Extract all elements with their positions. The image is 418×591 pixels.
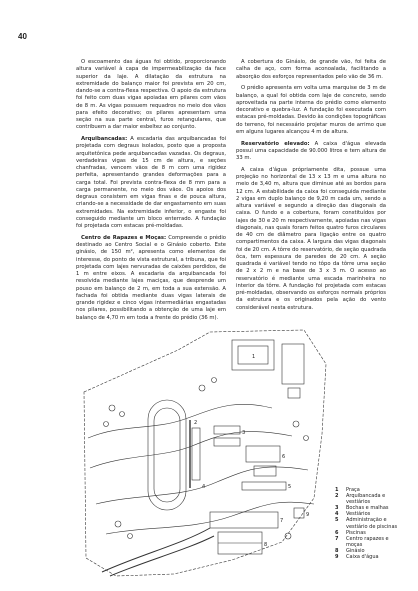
grandstand-block (192, 428, 200, 480)
running-track-inner (154, 408, 180, 502)
body-grandstands: A escadaria das arquibancadas foi projetada com degraus isolados, posto que a proposta arquitetônica pede arquibancadas vazadas. Os degraus, verdadeiras vigas de 15 cm de altura, e seções chanfradas, vencem vãos de 8 m com uma rigidez perfeita, apresentando grandes deformações para a carga total. Foi prevista contra-flexa de 8 mm para a carga permanente, no meio dos vãos. Os apoios dos degraus consistem em vigas finas e de pouca altura, criando-se a necessidade de dar engastamento em suas extremidades. Na extremidade inferior, o engaste foi conseguido mediante um bloco enterrado. A fundação foi projetada com estacas pré-moldadas. (76, 136, 226, 229)
site-boundary (84, 330, 326, 576)
legend-item: 2 Arquibancada e vestiários (335, 493, 386, 506)
left-text-column (76, 59, 226, 326)
tree (304, 436, 309, 441)
tree (199, 385, 205, 391)
plan-label-6: 6 (282, 454, 286, 460)
legend-item: 6 Piscinas (335, 529, 366, 536)
site-plan-drawing (82, 328, 330, 580)
tree (109, 405, 115, 411)
paragraph-grandstands (76, 136, 226, 230)
tree (128, 534, 133, 539)
plan-label-3: 3 (242, 430, 246, 436)
legend-item: 5 Administração e vestiário de piscinas (335, 517, 398, 530)
tree (104, 422, 109, 427)
paragraph-reservoir (236, 141, 386, 163)
plan-label-5: 5 (288, 484, 292, 490)
access-road (110, 536, 214, 576)
paragraph-water-tank: A caixa d'água própriamente dita, possue uma projeção no horizontal de 13 x 13 m e uma altura no meio de 3,40 m, altura que diminue até as bordos para 12 cm. A estabilidade da caixa foi conseguida mediante 2 vigas em duplo balanço de 9,20 m cada um, sendo a altura variável e segundo a direção das diagonais da caixa. O fundo e a cobertura, foram constituídos por lajes de 30 e 20 m respectivamente, apoiadas nas vigas diagonais, nas quais foram feitos quatro furos circulares de 40 cm de diâmetro para ligação entre os quatro compartimentos da caixa. A largura das vigas diagonais foi de 20 cm. A tôrre do reservatório, de seção quadrada ôca, tem espessura de paredes de 20 cm. A seção quadrada é variável tendo no tôpo da tôrre uma seção de 2 x 2 m e na base de 3 x 3 m. O acesso ao reservatório é mediante uma escada marinheira no interior da tôrre. A fundação foi projetada com estacas pré-moldadas, observando os esforços normais próprios da estrutura e os originados pela ação do vento considerável nesta estrutura. (236, 166, 386, 311)
upper-building-small (288, 388, 300, 398)
legend-item: 3 Bochas e malhas (335, 505, 389, 512)
page-number: 40 (18, 32, 27, 41)
site-plan-legend (335, 487, 405, 560)
youth-center-building (210, 512, 278, 528)
paragraph-gym-roof: A cobertura do Ginásio, de grande vão, foi feita de calha de aço, com forma aconoalada, facilitando a absorção dos esforços representados pelo vão de 36 m. (236, 59, 386, 80)
legend-item: 8 Ginásio (335, 547, 365, 554)
contour-line (90, 431, 292, 468)
legend-item: 7 Centro rapazes e moças (335, 535, 389, 548)
plan-label-9: 9 (306, 512, 310, 518)
heading-youth-center: Centro de Rapazes e Moças: (81, 234, 167, 241)
water-tank (294, 508, 304, 518)
paragraph-drainage: O escoamento das águas foi obtido, proporcionando altura variável à capa de impermeabilização da face superior da laje. A dilatação da estrutura na extremidade do balanço maior foi prevista em 20 cm, dando-se a contra-flexa respectiva. O apoio da estrutura foi feito com duas vigas apoiadas em pilares com vãos de 8 m. As vigas possuem requadros no meio dos vãos para efeito decorativo; os pilares apresentam uma seção na sua parte central, furos retangulares, que contribuem a dar maior esbeltez ao conjunto. (76, 59, 226, 131)
bocce-court (214, 438, 240, 446)
plan-label-8: 8 (264, 542, 268, 548)
legend-item: 9 Caixa d'água (335, 554, 379, 561)
plan-label-7: 7 (280, 518, 284, 524)
body-reservoir: A caixa d'água elevada possui uma capacidade de 90.000 litros e tem altura de 33 m. (236, 140, 386, 161)
paragraph-marquee: O prédio apresenta em volta uma marquise de 3 m de balanço, a qual foi obtida com laje de concreto, sendo aproveitada na parte interna do prédio como elemento decorativo e quebra-luz. A fundação foi executada com estacas pré-moldadas. Devido às condições topográficas do terreno, foi necessário projetar muros de arrimo que em alguns lugares alcançou 4 m de altura. (236, 85, 386, 135)
plan-label-2: 2 (194, 420, 198, 426)
legend-item: 1 Praça (335, 487, 360, 493)
tree (115, 521, 121, 527)
body-youth-center: Compreende o prédio destinado ao Centro Social e o Ginásio coberto. Este ginásio, de 150 m², apresenta como elementos de interesse, do ponto de vista estrutural, a tribuna, que foi projetada com lajes nervuradas de caixões perdidos, de 1 m entre eixos. A escadaria da arquibancada foi resolvida mediante lajes maciças, que desprende um pouso em balanço de 2 m, em toda a sua extensão. A fachada foi obtida mediante duas vigas laterais de grande rigidez e cinco vigas intermediárias engastadas nos pilares, possibilitando a obtenção de uma laje em balanço de 4,70 m em toda a frente do prédio (36 m). (76, 234, 226, 321)
pool (246, 446, 280, 462)
upper-building (282, 344, 304, 384)
pool-admin-building (242, 482, 286, 490)
heading-grandstands: Arquibancadas: (81, 136, 128, 142)
plan-label-4: 4 (202, 484, 206, 490)
tree (285, 533, 291, 539)
tree (293, 421, 299, 427)
heading-reservoir: Reservatório elevado: (241, 140, 310, 147)
tree (212, 378, 217, 383)
paragraph-youth-center (76, 235, 226, 322)
legend-item: 4 Vestiários (335, 511, 371, 518)
right-text-column (236, 59, 386, 316)
plan-label-1: 1 (252, 354, 256, 360)
tree (120, 412, 125, 417)
access-road (102, 528, 210, 572)
